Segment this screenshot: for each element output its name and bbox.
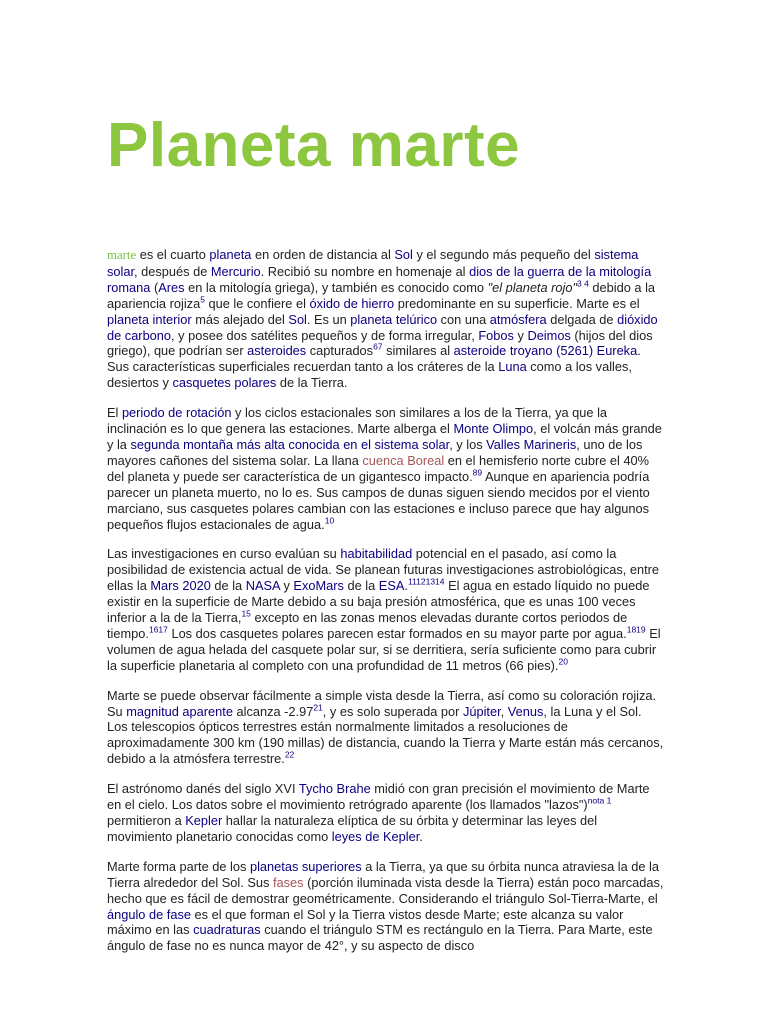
text: (porción iluminada vista desde la Tierra) están poco marcadas, hecho que es fácil de demostrar geométricamente. Considerando el triángulo Sol-Tierra-Marte, el bbox=[107, 874, 664, 906]
page-title: Planeta marte bbox=[107, 111, 521, 180]
text: , la Luna y el Sol. Los telescopios ópticos terrestres están normalmente limitados a resoluciones de aproximadamente 300 km (190 millas) de distancia, cuando la Tierra y Marte están más cercanos, debido a la atmósfera terrestre. bbox=[107, 703, 664, 767]
ref-10[interactable]: 10 bbox=[324, 515, 335, 526]
text: midió con gran precisión el movimiento de Marte en el cielo. Los datos sobre el movimiento retrógrado aparente (los llamados "lazos") bbox=[107, 781, 650, 813]
text: y los ciclos estacionales son similares a los de la Tierra, ya que la inclinación es lo que genera las estaciones. Marte alberga el bbox=[107, 405, 608, 437]
ref-6-7[interactable]: 67 bbox=[373, 342, 383, 353]
link-nasa[interactable]: NASA bbox=[245, 578, 280, 594]
link-ares[interactable]: Ares bbox=[158, 279, 185, 295]
link-mercurio[interactable]: Mercurio bbox=[210, 263, 261, 279]
link-venus[interactable]: Venus bbox=[507, 703, 544, 719]
text: cuando el triángulo STM es rectángulo en la Tierra. Para Marte, este ángulo de fase no es nunca mayor de 42°, y su aspecto de disco bbox=[107, 922, 653, 954]
link-exomars[interactable]: ExoMars bbox=[293, 578, 344, 594]
text: es el cuarto bbox=[136, 247, 210, 262]
text: Los dos casquetes polares parecen estar formados en su mayor parte por agua. bbox=[167, 625, 627, 641]
text: . bbox=[419, 828, 423, 844]
link-dios-guerra[interactable]: dios de la guerra de la mitología romana bbox=[107, 263, 652, 295]
paragraph-4 bbox=[107, 688, 664, 768]
text: potencial en el pasado, así como la posibilidad de existencia actual de vida. Se planean futuras investigaciones astrobiológicas, entre ellas la bbox=[107, 546, 660, 594]
link-cuenca-boreal[interactable]: cuenca Boreal bbox=[362, 452, 445, 468]
text: es el que forman el Sol y la Tierra vistos desde Marte; este alcanza su valor máximo en las bbox=[107, 906, 624, 938]
ref-21[interactable]: 21 bbox=[313, 702, 323, 713]
ref-3-4[interactable]: 3 4 bbox=[577, 278, 589, 289]
link-deimos[interactable]: Deimos bbox=[527, 327, 571, 343]
text: con una bbox=[437, 311, 490, 327]
ref-15[interactable]: 15 bbox=[241, 608, 251, 619]
link-atmosfera[interactable]: atmósfera bbox=[489, 311, 547, 327]
ref-8-9[interactable]: 89 bbox=[472, 467, 483, 478]
link-sistema-solar[interactable]: sistema solar bbox=[107, 247, 639, 279]
ref-22[interactable]: 22 bbox=[284, 750, 295, 761]
link-sol[interactable]: Sol bbox=[394, 247, 413, 262]
link-planeta-telurico[interactable]: planeta telúrico bbox=[350, 311, 438, 327]
ref-20[interactable]: 20 bbox=[558, 656, 568, 667]
text: que le confiere el bbox=[204, 295, 310, 311]
link-fobos[interactable]: Fobos bbox=[478, 327, 514, 343]
text: de la Tierra. bbox=[276, 375, 348, 391]
text: en orden de distancia al bbox=[251, 247, 395, 262]
link-oxido-hierro[interactable]: óxido de hierro bbox=[309, 295, 395, 311]
link-periodo-rotacion[interactable]: periodo de rotación bbox=[121, 405, 232, 421]
text: alcanza -2.97 bbox=[232, 703, 314, 719]
text: El astrónomo danés del siglo XVI bbox=[107, 781, 299, 797]
paragraph-2 bbox=[107, 405, 664, 532]
link-planeta-interior[interactable]: planeta interior bbox=[107, 311, 192, 327]
link-asteroide-troyano[interactable]: asteroide troyano bbox=[453, 343, 553, 359]
text: El volumen de agua helada del casquete polar sur, si se derritiera, sería suficiente como para cubrir la superficie planetaria al completo con una profundidad de 11 metros (66 pies). bbox=[107, 625, 661, 673]
link-casquetes-polares[interactable]: casquetes polares bbox=[172, 375, 277, 391]
ref-5[interactable]: 5 bbox=[200, 294, 205, 305]
text: debido a la apariencia rojiza bbox=[107, 279, 656, 311]
text: , y los bbox=[449, 436, 487, 452]
ref-18-19[interactable]: 1819 bbox=[626, 624, 646, 635]
text: de la bbox=[210, 578, 246, 594]
text: Aunque en apariencia podría parecer un planeta muerto, no lo es. Sus campos de dunas siguen siendo mecidos por el viento marciano, sus casquetes polares cambian con las estaciones e incluso parece que hay algunos pequeños flujos estacionales de agua. bbox=[107, 468, 650, 532]
link-planeta[interactable]: planeta bbox=[209, 247, 252, 262]
link-tycho-brahe[interactable]: Tycho Brahe bbox=[298, 781, 371, 797]
link-planetas-superiores[interactable]: planetas superiores bbox=[249, 858, 362, 874]
text: y bbox=[279, 578, 294, 594]
text: , después de bbox=[134, 263, 211, 279]
text: en la mitología griega), y también es conocido como bbox=[184, 279, 488, 295]
text: más alejado del bbox=[191, 311, 289, 327]
paragraph-5 bbox=[107, 781, 664, 845]
ref-nota-1[interactable]: nota 1 bbox=[587, 795, 612, 806]
link-fases[interactable]: fases bbox=[272, 874, 304, 890]
planeta-rojo-quote: "el planeta rojo" bbox=[487, 279, 578, 295]
link-kepler[interactable]: Kepler bbox=[185, 813, 223, 828]
text: El agua en estado líquido no puede existir en la superficie de Marte debido a su baja presión atmosférica, que es unas 100 veces inferior a la de la Tierra, bbox=[107, 578, 650, 626]
link-magnitud-aparente[interactable]: magnitud aparente bbox=[126, 703, 233, 719]
text: . bbox=[404, 578, 408, 594]
text: delgada de bbox=[546, 311, 618, 327]
text: , y es solo superada por bbox=[322, 703, 463, 719]
text: similares al bbox=[382, 343, 454, 359]
link-eureka[interactable]: (5261) Eureka bbox=[556, 343, 638, 359]
paragraph-1 bbox=[107, 247, 664, 391]
link-segunda-montana[interactable]: segunda montaña más alta conocida en el sistema solar bbox=[130, 436, 450, 452]
text: excepto en las zonas menos elevadas durante cortos periodos de tiempo. bbox=[107, 610, 628, 641]
text: . Sus características superficiales recuerdan tanto a los cráteres de la bbox=[107, 343, 641, 375]
link-cuadraturas[interactable]: cuadraturas bbox=[193, 922, 261, 938]
link-jupiter[interactable]: Júpiter bbox=[462, 703, 501, 719]
ref-11-14[interactable]: 11121314 bbox=[407, 576, 445, 587]
text: (hijos del dios griego), que podrían ser bbox=[107, 327, 653, 359]
paragraph-3 bbox=[107, 546, 664, 673]
link-monte-olimpo[interactable]: Monte Olimpo bbox=[453, 421, 534, 437]
text: y el segundo más pequeño del bbox=[412, 247, 595, 262]
text: . Es un bbox=[306, 311, 351, 327]
text: como a los valles, desiertos y bbox=[107, 359, 632, 391]
text: y bbox=[513, 327, 528, 343]
link-angulo-fase[interactable]: ángulo de fase bbox=[107, 906, 191, 922]
link-valles-marineris[interactable]: Valles Marineris bbox=[486, 436, 577, 452]
text: en el hemisferio norte cubre el 40% del planeta y puede ser característica de un gigantesco impacto. bbox=[107, 452, 650, 484]
link-habitabilidad[interactable]: habitabilidad bbox=[340, 546, 413, 562]
text: Las investigaciones en curso evalúan su bbox=[107, 546, 341, 562]
text: ( bbox=[150, 279, 159, 295]
text: El bbox=[107, 405, 122, 421]
link-sol-2[interactable]: Sol bbox=[288, 311, 307, 327]
article-body bbox=[107, 247, 664, 968]
link-luna[interactable]: Luna bbox=[498, 359, 527, 375]
text: a la Tierra, ya que su órbita nunca atraviesa la de la Tierra alrededor del Sol. Sus bbox=[107, 858, 660, 890]
link-mars-2020[interactable]: Mars 2020 bbox=[150, 578, 211, 594]
text: permitieron a bbox=[107, 813, 186, 828]
paragraph-6 bbox=[107, 859, 664, 954]
text: . Recibió su nombre en homenaje al bbox=[260, 263, 470, 279]
text: , bbox=[500, 703, 508, 719]
text: Marte se puede observar fácilmente a simple vista desde la Tierra, así como su coloración rojiza. Su bbox=[107, 687, 657, 719]
text: predominante en su superficie. Marte es el bbox=[394, 295, 640, 311]
text: capturados bbox=[306, 343, 374, 359]
text: , uno de los mayores cañones del sistema solar. La llana bbox=[107, 436, 643, 468]
text: de la bbox=[343, 578, 379, 594]
ref-16-17[interactable]: 1617 bbox=[148, 624, 168, 635]
text: , el volcán más grande y la bbox=[107, 421, 662, 452]
text: Marte forma parte de los bbox=[107, 858, 250, 874]
link-leyes-kepler[interactable]: leyes de Kepler bbox=[331, 828, 420, 844]
text: hallar la naturaleza elíptica de su órbita y determinar las leyes del movimiento planetario conocidas como bbox=[107, 813, 598, 844]
link-dioxido-carbono[interactable]: dióxido de carbono bbox=[107, 311, 658, 343]
lead-word: marte bbox=[107, 248, 137, 262]
link-esa[interactable]: ESA bbox=[378, 578, 405, 594]
text: , y posee dos satélites pequeños y de forma irregular, bbox=[171, 327, 479, 343]
link-asteroides[interactable]: asteroides bbox=[247, 343, 307, 359]
